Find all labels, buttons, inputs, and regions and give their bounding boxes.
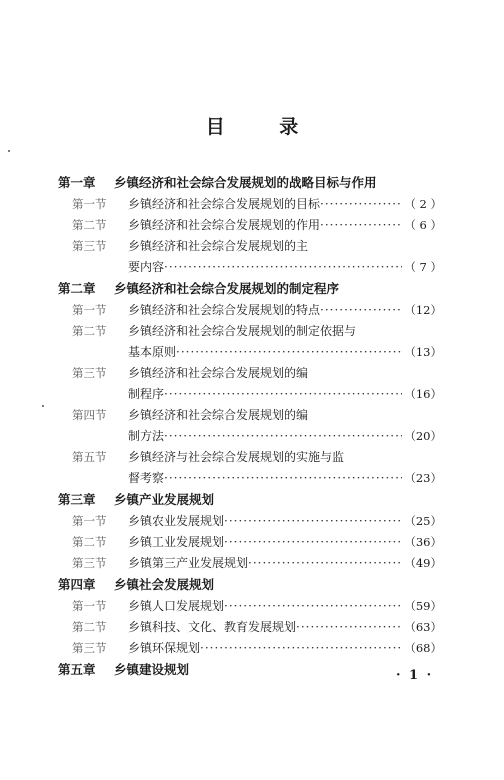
section-page-ref: （ 2 ） (404, 197, 442, 211)
dot-leader (164, 468, 402, 489)
dot-leader (224, 511, 402, 532)
dot-leader (200, 638, 402, 659)
section-number: 第二节 (72, 218, 107, 232)
dot-leader (164, 257, 402, 278)
toc-entry[interactable] (58, 300, 442, 321)
section-title-line: 乡镇人口发展规划 (128, 599, 225, 613)
section-page-ref: （63） (404, 620, 442, 634)
section-number: 第四节 (72, 408, 107, 422)
section-page-ref: （12） (404, 303, 442, 317)
section-title-line: 乡镇科技、文化、教育发展规划 (128, 620, 297, 634)
chapter-title: 乡镇建设规划 (114, 662, 190, 677)
section-page-ref: （20） (404, 429, 442, 443)
chapter-heading (58, 574, 442, 596)
section-title-line: 基本原则 (128, 345, 177, 359)
scan-speck (8, 150, 10, 152)
dot-leader (164, 384, 402, 405)
page-title: 目 录 (205, 116, 323, 138)
dot-leader (176, 342, 402, 363)
section-title-line: 乡镇经济与社会综合发展规划的实施与监 (128, 450, 345, 464)
chapter-number: 第五章 (58, 662, 96, 677)
chapter-title: 乡镇经济和社会综合发展规划的战略目标与作用 (114, 175, 377, 190)
section-page-ref: （23） (404, 471, 442, 485)
section-title-line: 乡镇经济和社会综合发展规划的制定依据与 (128, 324, 357, 338)
dot-leader (224, 596, 402, 617)
section-number: 第一节 (72, 197, 107, 211)
section-title-line: 乡镇工业发展规划 (128, 535, 225, 549)
toc-entry[interactable] (58, 617, 442, 638)
dot-leader (320, 300, 402, 321)
section-number: 第三节 (72, 556, 107, 570)
section-page-ref: （68） (404, 641, 442, 655)
section-page-ref: （36） (404, 535, 442, 549)
dot-leader (224, 532, 402, 553)
section-title-line: 乡镇经济和社会综合发展规划的编 (128, 366, 309, 380)
section-number: 第一节 (72, 599, 107, 613)
dot-leader (320, 215, 402, 236)
scan-speck (42, 405, 44, 407)
section-number: 第一节 (72, 514, 107, 528)
toc-entry[interactable] (58, 511, 442, 532)
section-number: 第二节 (72, 535, 107, 549)
section-page-ref: （25） (404, 514, 442, 528)
section-title-line: 乡镇经济和社会综合发展规划的特点 (128, 303, 321, 317)
toc-entry[interactable] (58, 447, 442, 489)
page-number: · 1 · (396, 668, 434, 683)
dot-leader (320, 194, 402, 215)
toc-entry[interactable] (58, 215, 442, 236)
chapter-title: 乡镇经济和社会综合发展规划的制定程序 (114, 281, 340, 296)
chapter-number: 第二章 (58, 281, 96, 296)
section-number: 第三节 (72, 641, 107, 655)
section-title-line: 制方法 (128, 429, 165, 443)
chapter-title: 乡镇社会发展规划 (114, 577, 215, 592)
section-number: 第三节 (72, 239, 107, 253)
chapter-heading (58, 489, 442, 511)
toc-entry[interactable] (58, 553, 442, 574)
chapter-number: 第一章 (58, 175, 96, 190)
chapter-title: 乡镇产业发展规划 (114, 492, 215, 507)
section-title-line: 乡镇经济和社会综合发展规划的编 (128, 408, 309, 422)
toc-entry[interactable] (58, 321, 442, 363)
section-page-ref: （ 6 ） (404, 218, 442, 232)
toc-entry[interactable] (58, 363, 442, 405)
section-title-line: 要内容 (128, 260, 165, 274)
section-number: 第五节 (72, 450, 107, 464)
section-title-line: 乡镇经济和社会综合发展规划的作用 (128, 218, 321, 232)
dot-leader (164, 426, 402, 447)
section-title-line: 乡镇环保规划 (128, 641, 201, 655)
chapter-heading (58, 278, 442, 300)
section-title-line: 乡镇第三产业发展规划 (128, 556, 249, 570)
toc-entry[interactable] (58, 194, 442, 215)
section-number: 第一节 (72, 303, 107, 317)
section-number: 第三节 (72, 366, 107, 380)
section-number: 第二节 (72, 620, 107, 634)
section-page-ref: （49） (404, 556, 442, 570)
toc-entry[interactable] (58, 532, 442, 553)
section-title-line: 制程序 (128, 387, 165, 401)
section-page-ref: （59） (404, 599, 442, 613)
table-of-contents (58, 172, 442, 681)
section-page-ref: （16） (404, 387, 442, 401)
section-page-ref: （ 7 ） (404, 260, 442, 274)
chapter-number: 第三章 (58, 492, 96, 507)
toc-entry[interactable] (58, 236, 442, 278)
toc-entry[interactable] (58, 638, 442, 659)
section-title-line: 督考察 (128, 471, 165, 485)
chapter-number: 第四章 (58, 577, 96, 592)
section-title-line: 乡镇农业发展规划 (128, 514, 225, 528)
toc-entry[interactable] (58, 405, 442, 447)
section-title-line: 乡镇经济和社会综合发展规划的主 (128, 239, 309, 253)
section-title-line: 乡镇经济和社会综合发展规划的目标 (128, 197, 321, 211)
toc-entry[interactable] (58, 596, 442, 617)
dot-leader (296, 617, 402, 638)
section-number: 第二节 (72, 324, 107, 338)
dot-leader (248, 553, 402, 574)
chapter-heading (58, 172, 442, 194)
chapter-heading (58, 659, 442, 681)
section-page-ref: （13） (404, 345, 442, 359)
